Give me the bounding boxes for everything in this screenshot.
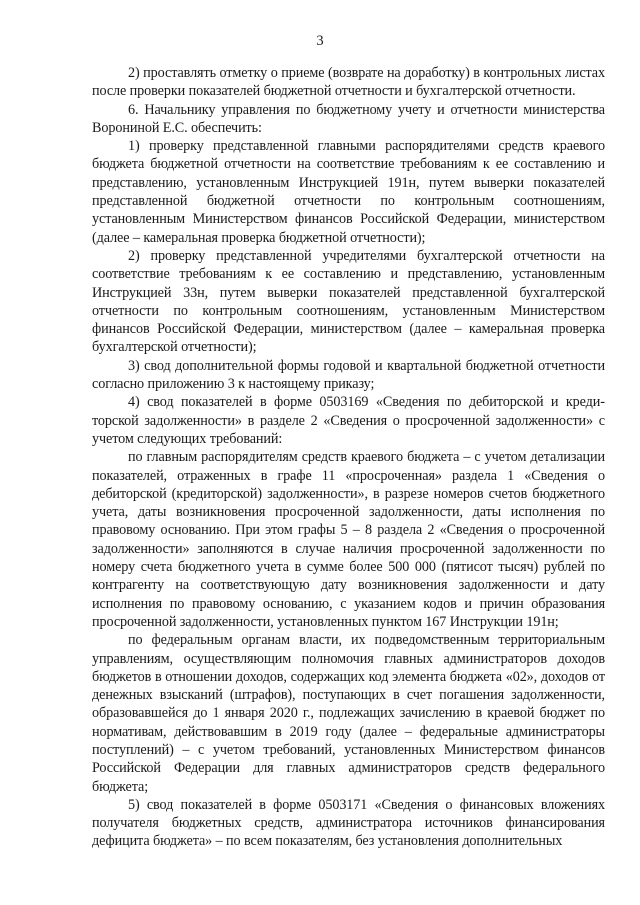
paragraph-item-2: 2) проставлять отметку о приеме (возврате на доработку) в контрольных листах после проверки показателей бюджетной отчетности и бухгалтерской отчетности. [92,65,605,100]
paragraph-item-5-form-0503171: 5) свод показателей в форме 0503171 «Сведения о финансовых вложениях получателя бюджетных средств, администратора источников финансирования дефицита бюджета» – по всем показателям, без установления дополнительных [92,796,605,850]
paragraph-item-3-additional-form: 3) свод дополнительной формы годовой и квартальной бюджетной отчетности согласно приложению 3 к настоящему приказу; [92,357,605,393]
paragraph-item-2-accounting-check: 2) проверку представленной учредителями бухгалтерской отчетности на соответствие требованиям к ее составлению и представлению, установленным Инструкцией 33н, путем выверки показателей представленной бухгалтерской отчетности по контрольным соотношениям, установленным Министерством финансов Российской Федерации, министерством (далее – камеральная проверка бухгалтерской отчетности); [92,247,605,356]
paragraph-item-1-budget-check: 1) проверку представленной главными распорядителями средств краевого бюджета бюджетной отчетности на соответствие требованиям к ее составлению и представлению, установленным Инструкцией 191н, путем выверки показателей представленной бюджетной отчетности по контрольным соотношениям, установленным Министерством финансов Российской Федерации, министерством (далее – камеральная проверка бюджетной отчетности); [92,138,605,246]
paragraph-federal-authorities: по федеральным органам власти, их подведомственным территориальным управлениям, осуществляющим полномочия главных администраторов доходов бюджетов в отношении доходов, содержащих код элемента бюджета «02», доходов от денежных взысканий (штрафов), поступающих в счет погашения задолженности, образовавшейся до 1 января 2020 г., подлежащих зачислению в краевой бюджет по нормативам, действовавшим в 2019 году (далее – федеральные администраторы поступлений) – с учетом требований, установленных Министерством финансов Российской Федерации для главных администраторов средств федерального бюджета; [92,632,605,795]
paragraph-item-4-form-0503169: 4) свод показателей в форме 0503169 «Сведения по дебиторской и кредиторской задолженности» в разделе 2 «Сведения о просроченной задолженности» с учетом следующих требований: [92,394,605,447]
paragraph-section-6: 6. Начальнику управления по бюджетному учету и отчетности министерства Ворониной Е.С. обеспечить: [92,101,605,136]
paragraph-regional-distributors: по главным распорядителям средств краевого бюджета – с учетом детализации показателей, отраженных в графе 11 «просроченная» раздела 1 «Сведения о дебиторской (кредиторской) задолженности», в разрезе номеров счетов бюджетного учета, даты возникновения просроченной задолженности, даты исполнения по правовому основанию. При этом графы 5 – 8 раздела 2 «Сведения о просроченной задолженности» заполняются в случае наличия просроченной задолженности по номеру счета бюджетного учета в сумме более 500 000 (пятисот тысяч) рублей по контрагенту на соответствующую дату возникновения задолженности и дату исполнения по правовому основанию, с указанием кодов и причин образования просроченной задолженности, установленных пунктом 167 Инструкции 191н; [92,449,605,630]
page-number: 3 [316,33,324,49]
document-body [92,64,605,851]
